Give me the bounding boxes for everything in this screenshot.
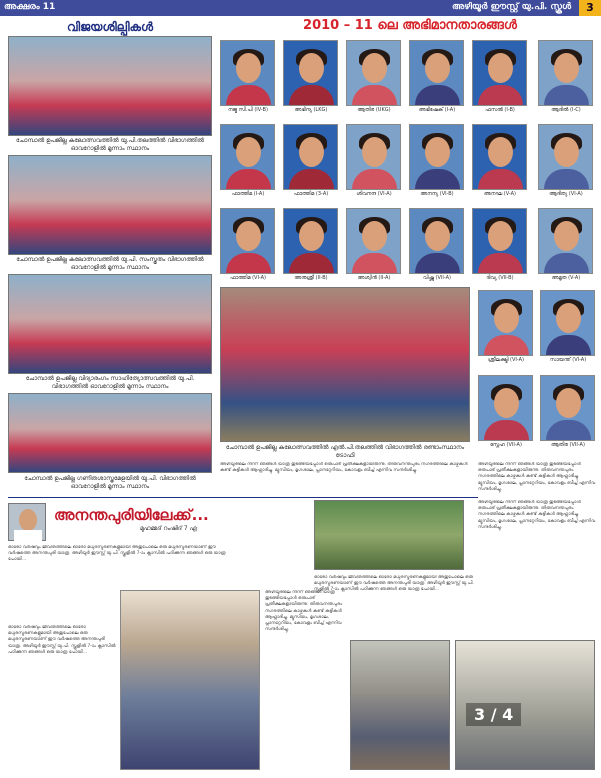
intro-text: അഴിയൂരിലെ നിന്ന് ഞങ്ങൾ യാത്ര തുടങ്ങിയപ്പോൾ ഒരുപാട് പ്രതീക്ഷകളായിരുന്നു. തിരുവനന്തപുരം നഗരത്തിലെ കാഴ്ചകൾ കണ്ട് കുട്ടികൾ ആഹ്ലാദിച്ചു. മ്യൂസിയം, മൃഗശാല, പ്ലാനറ്റേറിയം, കോവളം ബീച്ച് എന്നിവ സന്ദർശിച്ചു. xyxy=(220,462,468,474)
group-photo-1 xyxy=(8,36,212,136)
portrait-label: അമൃത (V-A) xyxy=(551,275,581,281)
portrait-label: അനുശ്രീ (II-B) xyxy=(294,275,328,281)
portrait-label: ശ്രീലക്ഷ്മി (VI-A) xyxy=(488,357,524,363)
student-portrait xyxy=(409,124,464,190)
trip-photo-2 xyxy=(350,640,450,770)
student-portrait xyxy=(346,124,401,190)
student-portrait xyxy=(409,208,464,274)
student-portrait xyxy=(472,40,527,106)
student-portrait xyxy=(478,375,533,441)
trip-photo-1 xyxy=(314,500,464,570)
author-photo xyxy=(8,503,46,541)
divider xyxy=(8,497,478,498)
portrait-label: അഭിന്യ (LKG) xyxy=(294,107,328,113)
group-photo-trophy xyxy=(220,287,470,442)
student-portrait xyxy=(472,124,527,190)
student-portrait xyxy=(346,40,401,106)
student-portrait xyxy=(538,124,593,190)
portrait-label: ആതിര (VII-A) xyxy=(551,442,585,448)
caption-2: ചോമ്പാൽ ഉപജില്ല കലോത്സവത്തിൽ യു.പി. സംസ്കൃതം വിഭാഗത്തിൽ ഓവറോളിൽ മൂന്നാം സ്ഥാനം xyxy=(16,256,204,271)
portrait-label: ഫാത്തിമ (VI-A) xyxy=(230,275,266,281)
portrait-label: ഫാത്തിമ (3-A) xyxy=(293,191,329,197)
portrait-label: വിഷ്ണു (VII-A) xyxy=(423,275,451,281)
student-portrait xyxy=(478,290,533,356)
portrait-label: ശിവനന്ദ (VI-A) xyxy=(356,191,392,197)
portrait-label: അനഘ (V-A) xyxy=(484,191,516,197)
caption-5: ചോമ്പാൽ ഉപജില്ല കലോത്സവത്തിൽ എൽ.പി.തലത്തിൽ വിഭാഗത്തിൽ രണ്ടാംസ്ഥാനം ട്രോഫി xyxy=(225,444,465,459)
portrait-label: ആദിത്യ (VI-A) xyxy=(549,191,583,197)
portrait-label: സ്നേഹ (VII-A) xyxy=(490,442,522,448)
student-portrait xyxy=(283,124,338,190)
caption-4: ചോമ്പാൽ ഉപജില്ല ഗണിതശാസ്ത്രമേളയിൽ യു.പി. വിഭാഗത്തിൽ ഓവറോളിൽ മൂന്നാം സ്ഥാനം xyxy=(24,475,196,490)
student-portrait xyxy=(540,375,595,441)
student-portrait xyxy=(540,290,595,356)
article-right-text: അഴിയൂരിലെ നിന്ന് ഞങ്ങൾ യാത്ര തുടങ്ങിയപ്പോൾ ഒരുപാട് പ്രതീക്ഷകളായിരുന്നു. തിരുവനന്തപുരം നഗരത്തിലെ കാഴ്ചകൾ കണ്ട് കുട്ടികൾ ആഹ്ലാദിച്ചു. മ്യൂസിയം, മൃഗശാല, പ്ലാനറ്റേറിയം, കോവളം ബീച്ച് എന്നിവ സന്ദർശിച്ചു. xyxy=(478,500,596,530)
article-body: ഓരോ വർഷവും ജീവിതത്തിലെ ഓരോ മധുരസ്മരണകളുമായി അതുപോലെ ഒരു മധുരസ്മരണയാണ് ഈ വർഷത്തെ അനന്തപുരി യാത്ര. അഴിയൂർ ഈസ്റ്റ് യു.പി. സ്കൂളിൽ 7-ാം ക്ലാസിൽ പഠിക്കുന്ന ഞങ്ങൾ ഒരു യാത്ര പോയി... xyxy=(8,545,226,563)
right-section-title: 2010 – 11 ലെ അഭിമാനതാരങ്ങൾ xyxy=(303,18,517,33)
right-top-text: അഴിയൂരിലെ നിന്ന് ഞങ്ങൾ യാത്ര തുടങ്ങിയപ്പോൾ ഒരുപാട് പ്രതീക്ഷകളായിരുന്നു. തിരുവനന്തപുരം നഗരത്തിലെ കാഴ്ചകൾ കണ്ട് കുട്ടികൾ ആഹ്ലാദിച്ചു. മ്യൂസിയം, മൃഗശാല, പ്ലാനറ്റേറിയം, കോവളം ബീച്ച് എന്നിവ സന്ദർശിച്ചു. xyxy=(478,462,596,492)
portrait-label: ദിവ്യ (VII-B) xyxy=(486,275,514,281)
student-portrait xyxy=(220,208,275,274)
portrait-label: നജ്മ സി.പി (IV-B) xyxy=(228,107,268,113)
student-portrait xyxy=(472,208,527,274)
student-portrait xyxy=(409,40,464,106)
article-title: അനന്തപുരിയിലേക്ക്... xyxy=(54,506,209,524)
student-portrait xyxy=(220,124,275,190)
group-photo-3 xyxy=(8,274,212,374)
student-portrait xyxy=(346,208,401,274)
group-photo-2 xyxy=(8,155,212,255)
portrait-label: സായന്ത് (VI-A) xyxy=(549,357,587,363)
portrait-label: ഫസൽ (I-B) xyxy=(485,107,515,113)
student-portrait xyxy=(220,40,275,106)
portrait-label: അനന്യ (VI-B) xyxy=(420,191,454,197)
page-number: 3 xyxy=(579,0,601,16)
student-portrait xyxy=(538,40,593,106)
school-name: അഴിയൂർ ഈസ്റ്റ് യു.പി. സ്കൂൾ xyxy=(451,2,571,12)
student-portrait xyxy=(283,208,338,274)
article-photo-kids xyxy=(120,590,260,770)
magazine-name: അക്ഷരം 11 xyxy=(4,2,56,12)
portrait-label: അശ്വിൻ (II-A) xyxy=(357,275,391,281)
student-portrait xyxy=(538,208,593,274)
portrait-label: അഭിഷേക് (I-A) xyxy=(418,107,456,113)
article-body-2: ഓരോ വർഷവും ജീവിതത്തിലെ ഓരോ മധുരസ്മരണകളുമായി അതുപോലെ ഒരു മധുരസ്മരണയാണ് ഈ വർഷത്തെ അനന്തപുരി യാത്ര. അഴിയൂർ ഈസ്റ്റ് യു.പി. സ്കൂളിൽ 7-ാം ക്ലാസിൽ പഠിക്കുന്ന ഞങ്ങൾ ഒരു യാത്ര പോയി... xyxy=(8,625,116,655)
page-header xyxy=(0,0,601,16)
group-photo-4 xyxy=(8,393,212,473)
student-portrait xyxy=(283,40,338,106)
caption-1: ചോമ്പാൽ ഉപജില്ല കലോത്സവത്തിൽ യു.പി.തലത്തിൽ വിഭാഗത്തിൽ ഓവറോളിൽ മൂന്നാം സ്ഥാനം xyxy=(16,137,204,152)
portrait-label: ആദിൽ (I-C) xyxy=(551,107,581,113)
left-section-title: വിജയശില്പികൾ xyxy=(66,20,154,34)
caption-3: ചോമ്പാൽ ഉപജില്ല വിദ്യാരംഗം സാഹിത്യോത്സവത്തിൽ യു.പി. വിഭാഗത്തിൽ ഓവറോളിൽ മൂന്നാം സ്ഥാനം xyxy=(25,375,195,390)
portrait-label: ആതിര (UKG) xyxy=(357,107,391,113)
article-byline: മുഹമ്മദ് റംഷിദ് 7 എ xyxy=(140,525,197,532)
portrait-label: ഫാത്തിമ (I-A) xyxy=(231,191,265,197)
article-body-3: അഴിയൂരിലെ നിന്ന് ഞങ്ങൾ യാത്ര തുടങ്ങിയപ്പോൾ ഒരുപാട് പ്രതീക്ഷകളായിരുന്നു. തിരുവനന്തപുരം നഗരത്തിലെ കാഴ്ചകൾ കണ്ട് കുട്ടികൾ ആഹ്ലാദിച്ചു. മ്യൂസിയം, മൃഗശാല, പ്ലാനറ്റേറിയം, കോവളം ബീച്ച് എന്നിവ സന്ദർശിച്ചു. xyxy=(265,590,343,633)
article-mid-text: ഓരോ വർഷവും ജീവിതത്തിലെ ഓരോ മധുരസ്മരണകളുമായി അതുപോലെ ഒരു മധുരസ്മരണയാണ് ഈ വർഷത്തെ അനന്തപുരി യാത്ര. അഴിയൂർ ഈസ്റ്റ് യു.പി. സ്കൂളിൽ 7-ാം ക്ലാസിൽ പഠിക്കുന്ന ഞങ്ങൾ ഒരു യാത്ര പോയി... xyxy=(314,575,474,593)
page-indicator: 3 / 4 xyxy=(466,703,521,726)
